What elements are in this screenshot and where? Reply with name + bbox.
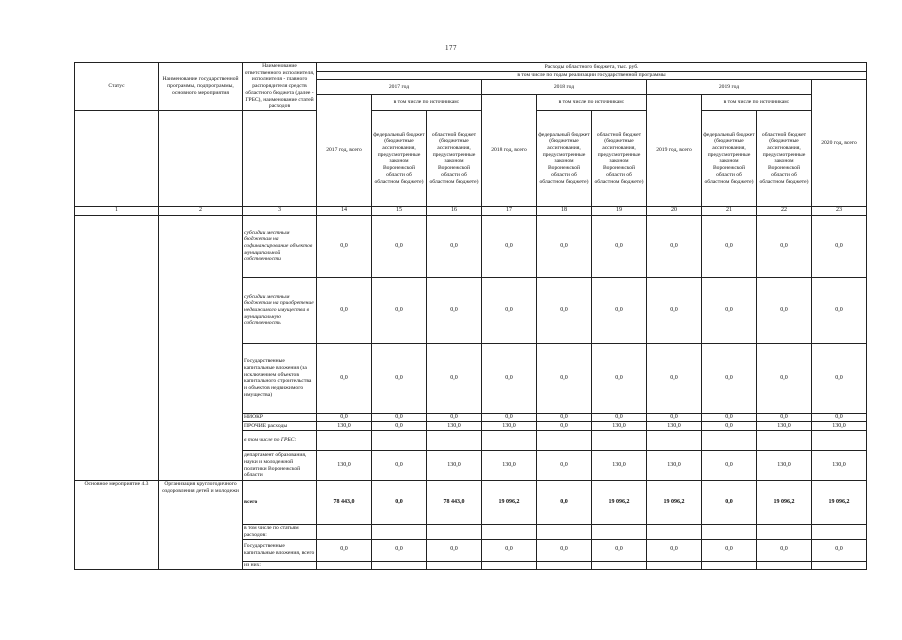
value-cell: 130,0 (317, 422, 372, 431)
value-cell: 0,0 (537, 215, 592, 277)
value-cell: 0,0 (317, 277, 372, 343)
program-cell-empty (159, 215, 243, 480)
value-cell: 0,0 (372, 277, 427, 343)
value-cell (317, 525, 372, 539)
value-cell (537, 561, 592, 569)
value-cell (372, 431, 427, 451)
value-cell: 130,0 (427, 422, 482, 431)
value-cell: 130,0 (592, 451, 647, 481)
value-cell: 0,0 (372, 413, 427, 421)
header-status-cont (75, 110, 159, 206)
value-cell: 0,0 (482, 413, 537, 421)
value-cell: 130,0 (482, 451, 537, 481)
value-cell: 0,0 (757, 413, 812, 421)
value-cell (702, 431, 757, 451)
column-number: 20 (647, 206, 702, 215)
value-cell (482, 561, 537, 569)
value-cell: 0,0 (317, 215, 372, 277)
value-cell (702, 561, 757, 569)
value-cell (372, 525, 427, 539)
value-cell (537, 431, 592, 451)
value-cell: 0,0 (372, 481, 427, 525)
value-cell: 19 096,2 (482, 481, 537, 525)
row-label: ПРОЧИЕ расходы (243, 422, 317, 431)
header-total-2020: 2020 год, всего (812, 80, 867, 207)
table-row (75, 215, 867, 277)
value-cell: 0,0 (482, 277, 537, 343)
value-cell: 0,0 (702, 481, 757, 525)
value-cell (482, 431, 537, 451)
value-cell: 0,0 (537, 451, 592, 481)
header-total-2019: 2019 год, всего (647, 95, 702, 206)
value-cell: 0,0 (427, 277, 482, 343)
value-cell: 0,0 (317, 413, 372, 421)
header-sources-2018: в том числе по источникам: (537, 95, 647, 110)
value-cell: 130,0 (317, 451, 372, 481)
value-cell: 0,0 (427, 413, 482, 421)
value-cell: 0,0 (812, 215, 867, 277)
value-cell (427, 561, 482, 569)
value-cell: 130,0 (592, 422, 647, 431)
value-cell: 0,0 (372, 215, 427, 277)
value-cell: 19 096,2 (812, 481, 867, 525)
row-label: всего (243, 481, 317, 525)
value-cell (317, 561, 372, 569)
header-regional-2017: областной бюджет (бюджетные ассигнования, предусмотренные законом Воронежской области об областном бюджете) (427, 110, 482, 206)
value-cell: 0,0 (592, 539, 647, 561)
value-cell: 19 096,2 (757, 481, 812, 525)
row-label: Государственные капитальные вложения (за исключением объектов капитального строительства и объектов недвижимого имущества) (243, 343, 317, 413)
value-cell: 0,0 (592, 343, 647, 413)
value-cell: 0,0 (647, 215, 702, 277)
value-cell: 0,0 (812, 277, 867, 343)
value-cell: 0,0 (537, 422, 592, 431)
value-cell: 0,0 (702, 451, 757, 481)
header-federal-2018: федеральный бюджет (бюджетные ассигнования, предусмотренные законом Воронежской области об областном бюджете) (537, 110, 592, 206)
value-cell: 130,0 (647, 451, 702, 481)
value-cell: 0,0 (427, 215, 482, 277)
value-cell (702, 525, 757, 539)
row-label: Государственные капитальные вложения, всего (243, 539, 317, 561)
header-regional-2018: областной бюджет (бюджетные ассигнования, предусмотренные законом Воронежской области об областном бюджете) (592, 110, 647, 206)
column-number: 17 (482, 206, 537, 215)
budget-table (74, 62, 867, 570)
table-row (75, 481, 867, 525)
header-regional-2019: областной бюджет (бюджетные ассигнования, предусмотренные законом Воронежской области об областном бюджете) (757, 110, 812, 206)
value-cell: 0,0 (537, 343, 592, 413)
column-number: 1 (75, 206, 159, 215)
value-cell: 0,0 (702, 422, 757, 431)
value-cell: 0,0 (702, 413, 757, 421)
header-executor: Наименование ответственного исполнителя, исполнителя - главного распорядителя средств областного бюджета (далее - ГРБС), наименование статей расходов (243, 63, 317, 111)
column-number: 19 (592, 206, 647, 215)
value-cell: 0,0 (702, 343, 757, 413)
value-cell: 0,0 (482, 343, 537, 413)
value-cell: 0,0 (592, 215, 647, 277)
value-cell: 130,0 (647, 422, 702, 431)
value-cell (647, 431, 702, 451)
value-cell (812, 561, 867, 569)
column-number: 14 (317, 206, 372, 215)
value-cell (812, 431, 867, 451)
column-number: 21 (702, 206, 757, 215)
value-cell: 130,0 (757, 451, 812, 481)
value-cell: 0,0 (372, 343, 427, 413)
value-cell: 0,0 (537, 277, 592, 343)
header-expenses-title: Расходы областного бюджета, тыс. руб. (317, 63, 867, 72)
row-label: субсидии местным бюджетам на софинансирование объектов муниципальной собственности (243, 215, 317, 277)
header-year-2017: 2017 год (317, 80, 482, 95)
column-number: 23 (812, 206, 867, 215)
header-total-2017: 2017 год, всего (317, 95, 372, 206)
column-numbers-row (75, 206, 867, 215)
value-cell: 130,0 (812, 451, 867, 481)
value-cell (482, 525, 537, 539)
header-program-cont (159, 110, 243, 206)
value-cell: 0,0 (812, 343, 867, 413)
status-cell-empty (75, 215, 159, 480)
value-cell: 19 096,2 (592, 481, 647, 525)
column-number: 15 (372, 206, 427, 215)
value-cell: 130,0 (757, 422, 812, 431)
value-cell (757, 431, 812, 451)
value-cell (647, 525, 702, 539)
header-federal-2017: федеральный бюджет (бюджетные ассигнования, предусмотренные законом Воронежской области об областном бюджете) (372, 110, 427, 206)
value-cell: 0,0 (537, 539, 592, 561)
value-cell (592, 525, 647, 539)
value-cell: 0,0 (372, 422, 427, 431)
value-cell: 0,0 (702, 539, 757, 561)
value-cell (592, 561, 647, 569)
value-cell: 0,0 (812, 413, 867, 421)
header-sources-2019: в том числе по источникам: (702, 95, 812, 110)
value-cell: 0,0 (757, 277, 812, 343)
value-cell: 0,0 (757, 215, 812, 277)
header-federal-2019: федеральный бюджет (бюджетные ассигнования, предусмотренные законом Воронежской области об областном бюджете) (702, 110, 757, 206)
header-year-2018: 2018 год (482, 80, 647, 95)
value-cell: 0,0 (647, 343, 702, 413)
value-cell (372, 561, 427, 569)
row-label: в том числе по ГРБС: (243, 431, 317, 451)
event-status: Основное мероприятие 4.3 (75, 481, 159, 569)
value-cell (757, 525, 812, 539)
value-cell: 0,0 (372, 451, 427, 481)
value-cell: 0,0 (757, 539, 812, 561)
value-cell (592, 431, 647, 451)
page-number: 177 (445, 44, 457, 52)
row-label: департамент образования, науки и молодежной политики Воронежской области (243, 451, 317, 481)
value-cell: 0,0 (482, 539, 537, 561)
value-cell: 0,0 (427, 343, 482, 413)
value-cell (757, 561, 812, 569)
value-cell (647, 561, 702, 569)
header-total-2018: 2018 год, всего (482, 95, 537, 206)
column-number: 18 (537, 206, 592, 215)
value-cell: 0,0 (317, 539, 372, 561)
row-label: субсидии местным бюджетам на приобретение недвижимого имущества в муниципальную собственность (243, 277, 317, 343)
value-cell: 0,0 (647, 413, 702, 421)
header-status: Статус (75, 63, 159, 111)
row-label: из них: (243, 561, 317, 569)
value-cell: 0,0 (372, 539, 427, 561)
value-cell: 78 443,0 (427, 481, 482, 525)
value-cell: 78 443,0 (317, 481, 372, 525)
value-cell: 19 096,2 (647, 481, 702, 525)
value-cell: 0,0 (812, 539, 867, 561)
header-year-2019: 2019 год (647, 80, 812, 95)
value-cell: 0,0 (482, 215, 537, 277)
value-cell: 0,0 (317, 343, 372, 413)
table-body (75, 215, 867, 569)
header-executor-cont (243, 110, 317, 206)
value-cell (427, 431, 482, 451)
row-label: в том числе по статьям расходов: (243, 525, 317, 539)
value-cell: 0,0 (592, 413, 647, 421)
header-by-years: в том числе по годам реализации государственной программы (317, 72, 867, 80)
column-number: 2 (159, 206, 243, 215)
value-cell: 0,0 (537, 481, 592, 525)
value-cell: 0,0 (427, 539, 482, 561)
value-cell: 0,0 (757, 343, 812, 413)
value-cell: 0,0 (592, 277, 647, 343)
header-program-name: Наименование государственной программы, подпрограммы, основного мероприятия (159, 63, 243, 111)
value-cell: 0,0 (702, 277, 757, 343)
value-cell (537, 525, 592, 539)
value-cell: 130,0 (482, 422, 537, 431)
row-label: НИОКР (243, 413, 317, 421)
value-cell (317, 431, 372, 451)
value-cell: 0,0 (647, 277, 702, 343)
value-cell: 0,0 (702, 215, 757, 277)
value-cell (812, 525, 867, 539)
value-cell: 0,0 (647, 539, 702, 561)
value-cell: 130,0 (427, 451, 482, 481)
event-name: Организация круглогодичного оздоровления детей и молодежи (159, 481, 243, 569)
value-cell (427, 525, 482, 539)
column-number: 16 (427, 206, 482, 215)
value-cell: 130,0 (812, 422, 867, 431)
header-sources-2017: в том числе по источникам: (372, 95, 482, 110)
column-number: 3 (243, 206, 317, 215)
column-number: 22 (757, 206, 812, 215)
value-cell: 0,0 (537, 413, 592, 421)
